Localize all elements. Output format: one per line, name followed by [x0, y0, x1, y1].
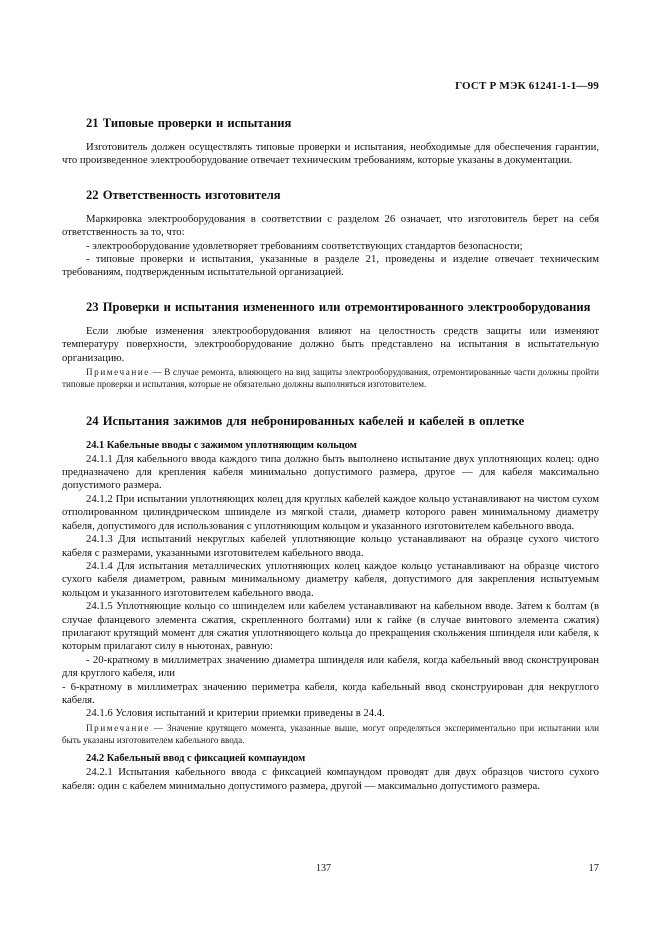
section-22-title: 22 Ответственность изготовителя	[86, 187, 281, 202]
section-23-note	[62, 366, 599, 391]
page-content	[62, 104, 599, 793]
section-22-paragraph: Маркировка электрооборудования в соответствии с разделом 26 означает, что изготовитель берет на себя ответственность за то, что:	[62, 212, 599, 239]
clause-24-1-5: 24.1.5 Уплотняющие кольцо со шпинделем или кабелем устанавливают на кабельном вводе. Затем к болтам (в случае фланцевого элемента сжатия, скрепленного болтами) или к гайке (в случае винтового элемента сжатия) прилагают крутящий момент для сжатия уплотняющего кольца до прекращения скольжения шпинделя или кабеля, к которым прилагают силу в ньютонах, равную:	[62, 600, 599, 653]
section-21-paragraph: Изготовитель должен осуществлять типовые проверки и испытания, необходимые для обеспечения гарантии, что произведенное электрооборудование отвечает техническим требованиям, которые указаны в документации.	[62, 141, 599, 167]
clause-24-2-1: 24.2.1 Испытания кабельного ввода с фиксацией компаундом проводят для двух образцов чистого сухого кабеля: один с кабелем минимально допустимого размера, другой — максимально допустимого размера.	[62, 766, 599, 792]
section-22-item-2: - типовые проверки и испытания, указанные в разделе 21, проведены и изделие отвечает техническим требованиям, подтвержденным испытательной организацией.	[62, 253, 599, 279]
note-text: — Значение крутящего момента, указанные выше, могут определяться экспериментально при испытании или быть указаны изготовителем кабельного ввода.	[62, 722, 599, 746]
clause-24-1-2: 24.1.2 При испытании уплотняющих колец для круглых кабелей каждое кольцо устанавливают на чистом сухом отполированном цилиндрическом шпинделе из мягкой стали, диаметр которого равен минимальному диаметру кабеля, допустимого для использования с уплотняющим кольцом и указанного изготовителем кабельного ввода.	[62, 492, 599, 532]
page-number: 17	[588, 863, 599, 874]
section-22-item-1: - электрооборудование удовлетворяет требованиям соответствующих стандартов безопасности;	[86, 239, 523, 252]
subsection-24-2-title: 24.2 Кабельный ввод с фиксацией компаундом	[86, 753, 306, 765]
clause-24-1-4: 24.1.4 Для испытания металлических уплотняющих колец каждое кольцо устанавливают на образце чистого сухого кабеля диаметром, равным минимальному диаметру кабеля, допустимого для закрепления испытуемым кольцом и указанного изготовителем кабельного ввода.	[62, 559, 599, 599]
clause-24-1-5-item-2: - 6-кратному в миллиметрах значению периметра кабеля, когда кабельный ввод сконструирован для некруглого кабеля.	[62, 680, 599, 706]
subsection-24-1-title: 24.1 Кабельные вводы с зажимом уплотняющим кольцом	[86, 439, 357, 451]
clause-24-1-1: 24.1.1 Для кабельного ввода каждого типа должно быть выполнено испытание двух уплотняющих колец: одно предназначено для крепления кабеля минимально допустимого размера, другое — для кабеля максимально допустимого размера.	[62, 452, 599, 492]
note-label: Примечание	[86, 722, 150, 733]
section-23-paragraph: Если любые изменения электрооборудования влияют на целостность средств защиты или изменяют температуру поверхности, электрооборудование должно быть представлено на испытания в испытательную организацию.	[62, 324, 599, 364]
clause-24-1-5-item-1: - 20-кратному в миллиметрах значению диаметра шпинделя или кабеля, когда кабельный ввод сконструирован для круглого кабеля, или	[62, 653, 599, 680]
folio-number: 137	[316, 863, 331, 874]
standard-header: ГОСТ Р МЭК 61241-1-1—99	[455, 80, 599, 92]
note-label: Примечание	[86, 367, 150, 378]
section-24-note	[62, 722, 599, 747]
note-text: — В случае ремонта, влияющего на вид защиты электрооборудования, отремонтированные части должны пройти типовые проверки и испытания, которые не обязательно должны выполняться изготовителем.	[62, 367, 599, 390]
section-24-title: 24 Испытания зажимов для небронированных кабелей и кабелей в оплетке	[86, 413, 525, 428]
clause-24-1-6: 24.1.6 Условия испытаний и критерии приемки приведены в 24.4.	[86, 707, 385, 720]
clause-24-1-3: 24.1.3 Для испытаний некруглых кабелей уплотняющие кольцо устанавливают на образце сухого чистого кабеля с размерами, указанными изготовителем кабельного ввода.	[62, 533, 599, 559]
section-21-title: 21 Типовые проверки и испытания	[86, 116, 292, 130]
section-23-title: 23 Проверки и испытания измененного или отремонтированного электрооборудования	[86, 299, 591, 314]
